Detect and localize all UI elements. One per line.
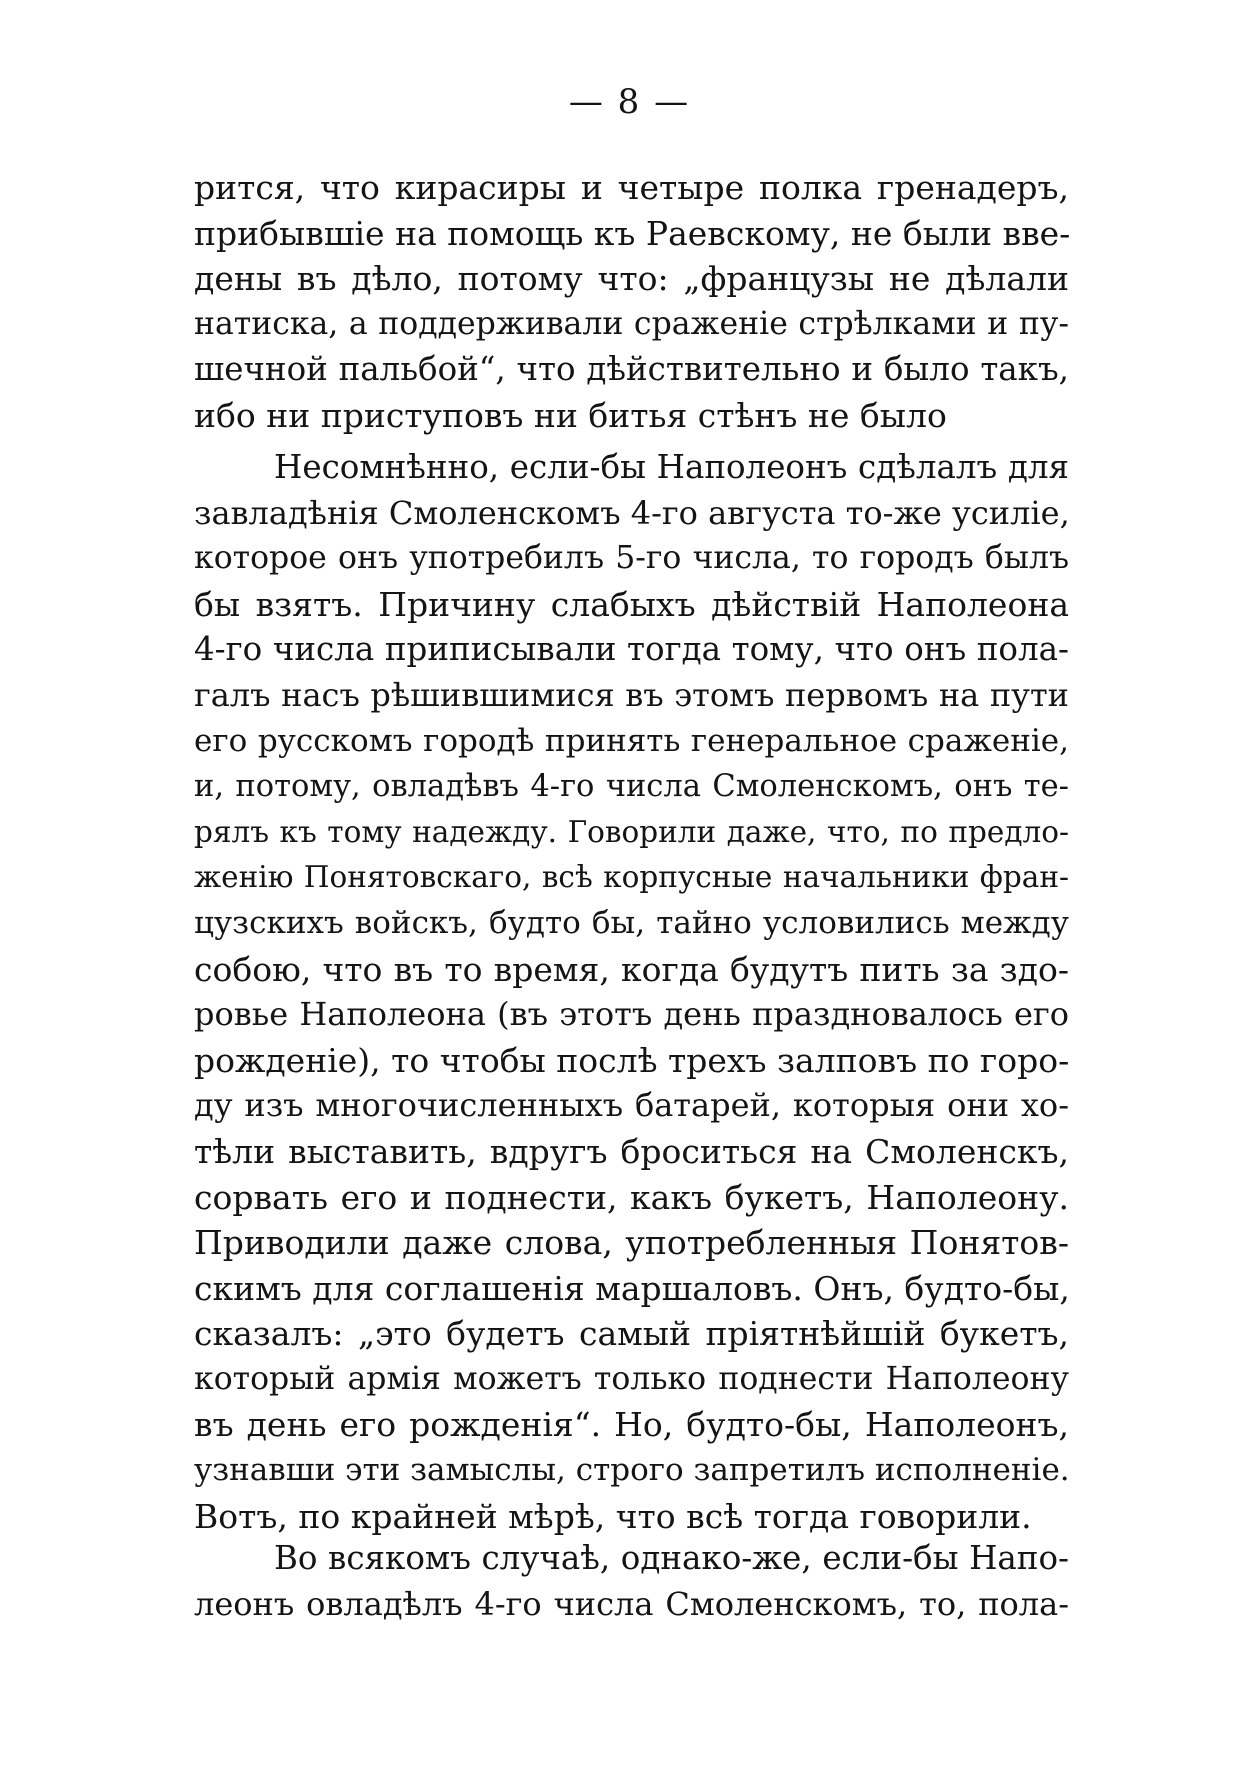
text-line: его русскомъ городѣ принять генеральное сраженіе, (194, 722, 1069, 759)
text-line: шечной пальбой“, что дѣйствительно и было такъ, (194, 350, 1069, 389)
text-line: бы взятъ. Причину слабыхъ дѣйствій Наполеона (194, 584, 1069, 624)
text-line: скимъ для соглашенія маршаловъ. Онъ, будто-бы, (194, 1268, 1070, 1308)
paragraph-napoleon-rumors (194, 445, 1069, 1539)
text-line: женію Понятовскаго, всѣ корпусные начальники фран- (194, 860, 1069, 895)
page-number: — 8 — (568, 82, 691, 122)
text-line: рожденіе), то чтобы послѣ трехъ залповъ по горо- (194, 1040, 1070, 1080)
text-line: которое онъ употребилъ 5-го числа, то городъ былъ (194, 540, 1069, 577)
text-line: Вотъ, по крайней мѣрѣ, что всѣ тогда говорили. (194, 1496, 1032, 1536)
text-line: галъ насъ рѣшившимися въ этомъ первомъ на пути (194, 675, 1069, 714)
text-line: собою, что въ то время, когда будутъ пить за здо- (194, 949, 1069, 989)
text-line: ибо ни приступовъ ни битья стѣнъ не было (194, 395, 947, 435)
text-line: ровье Наполеона (въ этотъ день праздновалось его (194, 995, 1069, 1034)
text-line: Приводили даже слова, употребленныя Понятов- (194, 1223, 1069, 1263)
text-line: рится, что кирасиры и четыре полка гренадеръ, (194, 168, 1069, 207)
text-line: прибывшіе на помощь къ Раевскому, не были вве- (194, 213, 1071, 253)
text-line: тѣли выставить, вдругъ броситься на Смоленскъ, (194, 1131, 1069, 1171)
paragraph-any-case (194, 1536, 1069, 1627)
text-line: который армія можетъ только поднести Наполеону (194, 1360, 1069, 1397)
text-line: сорвать его и поднести, какъ букетъ, Наполеону. (194, 1177, 1069, 1217)
text-line: леонъ овладѣлъ 4-го числа Смоленскомъ, то, пола- (194, 1584, 1069, 1623)
text-line: цузскихъ войскъ, будто бы, тайно условились между (194, 904, 1069, 941)
text-line: завладѣнія Смоленскомъ 4-го августа то-же усиліе, (194, 493, 1070, 532)
text-line: сказалъ: „это будетъ самый пріятнѣйшій букетъ, (194, 1314, 1069, 1354)
text-line: узнавши эти замыслы, строго запретилъ исполненіе. (194, 1452, 1070, 1489)
text-line: натиска, а поддерживали сраженіе стрѣлками и пу- (194, 305, 1069, 342)
text-line: рялъ къ тому надежду. Говорили даже, что, по предло- (194, 814, 1069, 849)
text-line: ду изъ многочисленныхъ батарей, которыя они хо- (194, 1086, 1069, 1125)
text-line: Несомнѣнно, если-бы Наполеонъ сдѣлалъ для (274, 448, 1069, 486)
paragraph-continued (194, 165, 1069, 439)
text-line: дены въ дѣло, потому что: „французы не дѣлали (194, 259, 1069, 299)
text-line: Во всякомъ случаѣ, однако-же, если-бы Напо- (274, 1539, 1069, 1577)
text-line: и, потому, овладѣвъ 4-го числа Смоленскомъ, онъ те- (194, 769, 1069, 805)
text-line: въ день его рожденія“. Но, будто-бы, Наполеонъ, (194, 1405, 1069, 1445)
text-line: 4-го числа приписывали тогда тому, что онъ пола- (194, 630, 1069, 669)
